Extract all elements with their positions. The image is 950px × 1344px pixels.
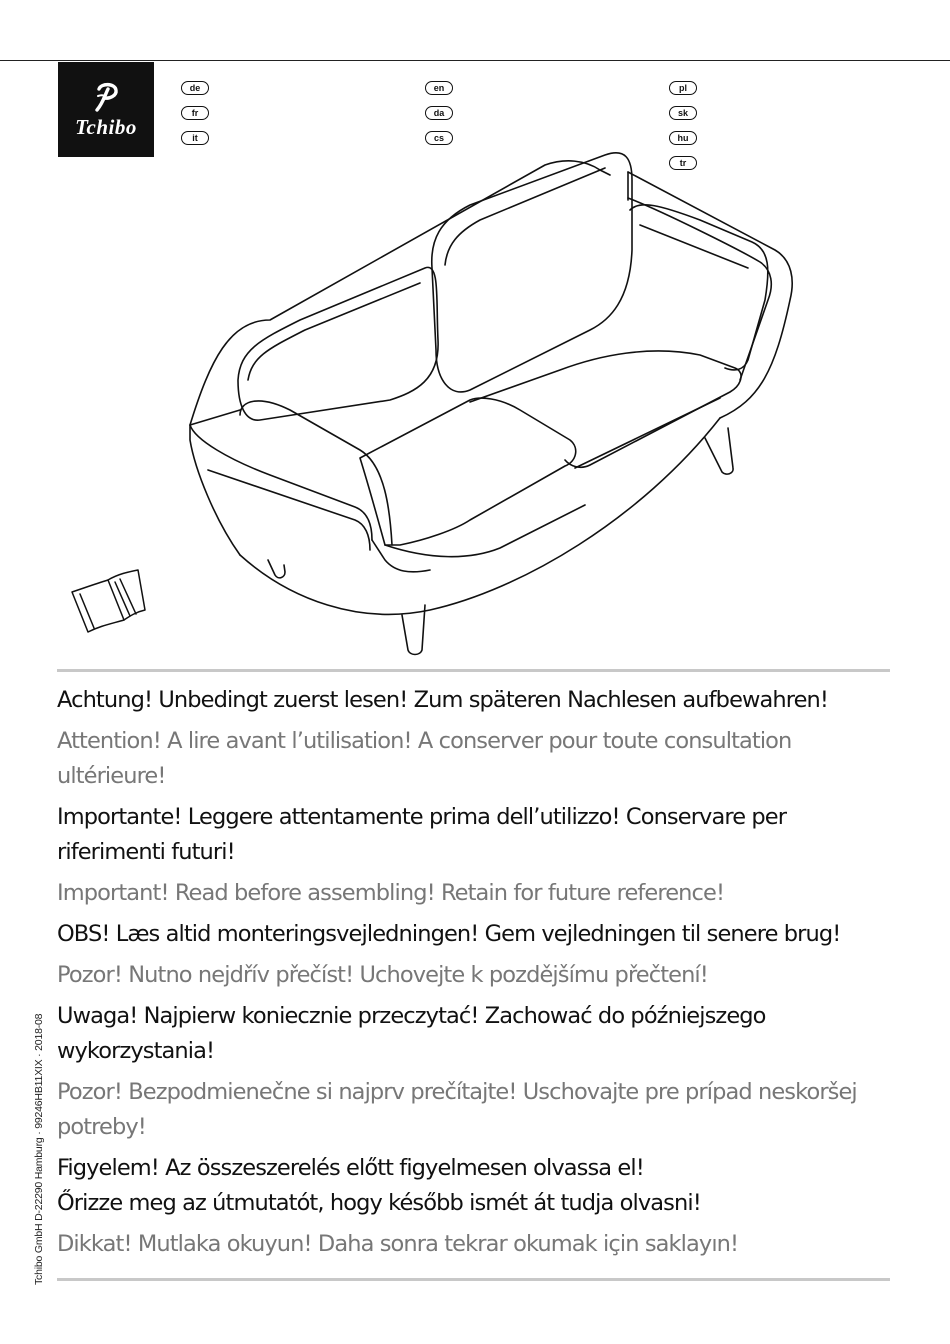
language-badge: tr	[669, 156, 697, 170]
language-badge: pl	[669, 81, 697, 95]
tchibo-bean-logo-icon	[89, 79, 123, 113]
imprint-text: Tchibo GmbH D-22290 Hamburg · 99246HB11XIX · 2018-08	[33, 1013, 45, 1285]
language-badge: fr	[181, 106, 209, 120]
sofa-icon	[190, 153, 792, 655]
language-badge: cs	[425, 131, 453, 145]
divider-top	[57, 669, 890, 672]
language-column-1	[181, 81, 209, 156]
notice-hu: Figyelem! Az összeszerelés előtt figyelmesen olvassa el! Őrizze meg az útmutatót, hogy később ismét át tudja olvasni!	[57, 1155, 701, 1216]
language-badge: sk	[669, 106, 697, 120]
language-badge: hu	[669, 131, 697, 145]
brand-name: Tchibo	[75, 115, 137, 139]
notice-en: Important! Read before assembling! Retain for future reference!	[57, 880, 725, 906]
language-badge: da	[425, 106, 453, 120]
tchibo-logo	[58, 62, 154, 157]
top-divider	[0, 60, 950, 61]
notice-fr: Attention! A lire avant l’utilisation! A conserver pour toute consultation ultérieure!	[57, 728, 792, 789]
language-badge: de	[181, 81, 209, 95]
open-book-icon	[72, 570, 145, 632]
notice-cs: Pozor! Nutno nejdřív přečíst! Uchovejte k pozdějšímu přečtení!	[57, 962, 708, 988]
notice-sk: Pozor! Bezpodmienečne si najprv prečítajte! Uschovajte pre prípad neskoršej potreby!	[57, 1079, 857, 1140]
language-column-2	[425, 81, 453, 156]
sofa-illustration	[60, 150, 820, 660]
safety-notices	[57, 683, 897, 1268]
language-badge: it	[181, 131, 209, 145]
divider-bottom	[57, 1278, 890, 1281]
notice-it: Importante! Leggere attentamente prima dell’utilizzo! Conservare per riferimenti futuri!	[57, 804, 787, 865]
notice-pl: Uwaga! Najpierw koniecznie przeczytać! Zachować do późniejszego wykorzystania!	[57, 1003, 766, 1064]
language-badge: en	[425, 81, 453, 95]
notice-da: OBS! Læs altid monteringsvejledningen! Gem vejledningen til senere brug!	[57, 921, 841, 947]
notice-tr: Dikkat! Mutlaka okuyun! Daha sonra tekrar okumak için saklayın!	[57, 1231, 739, 1257]
notice-de: Achtung! Unbedingt zuerst lesen! Zum späteren Nachlesen aufbewahren!	[57, 687, 829, 713]
